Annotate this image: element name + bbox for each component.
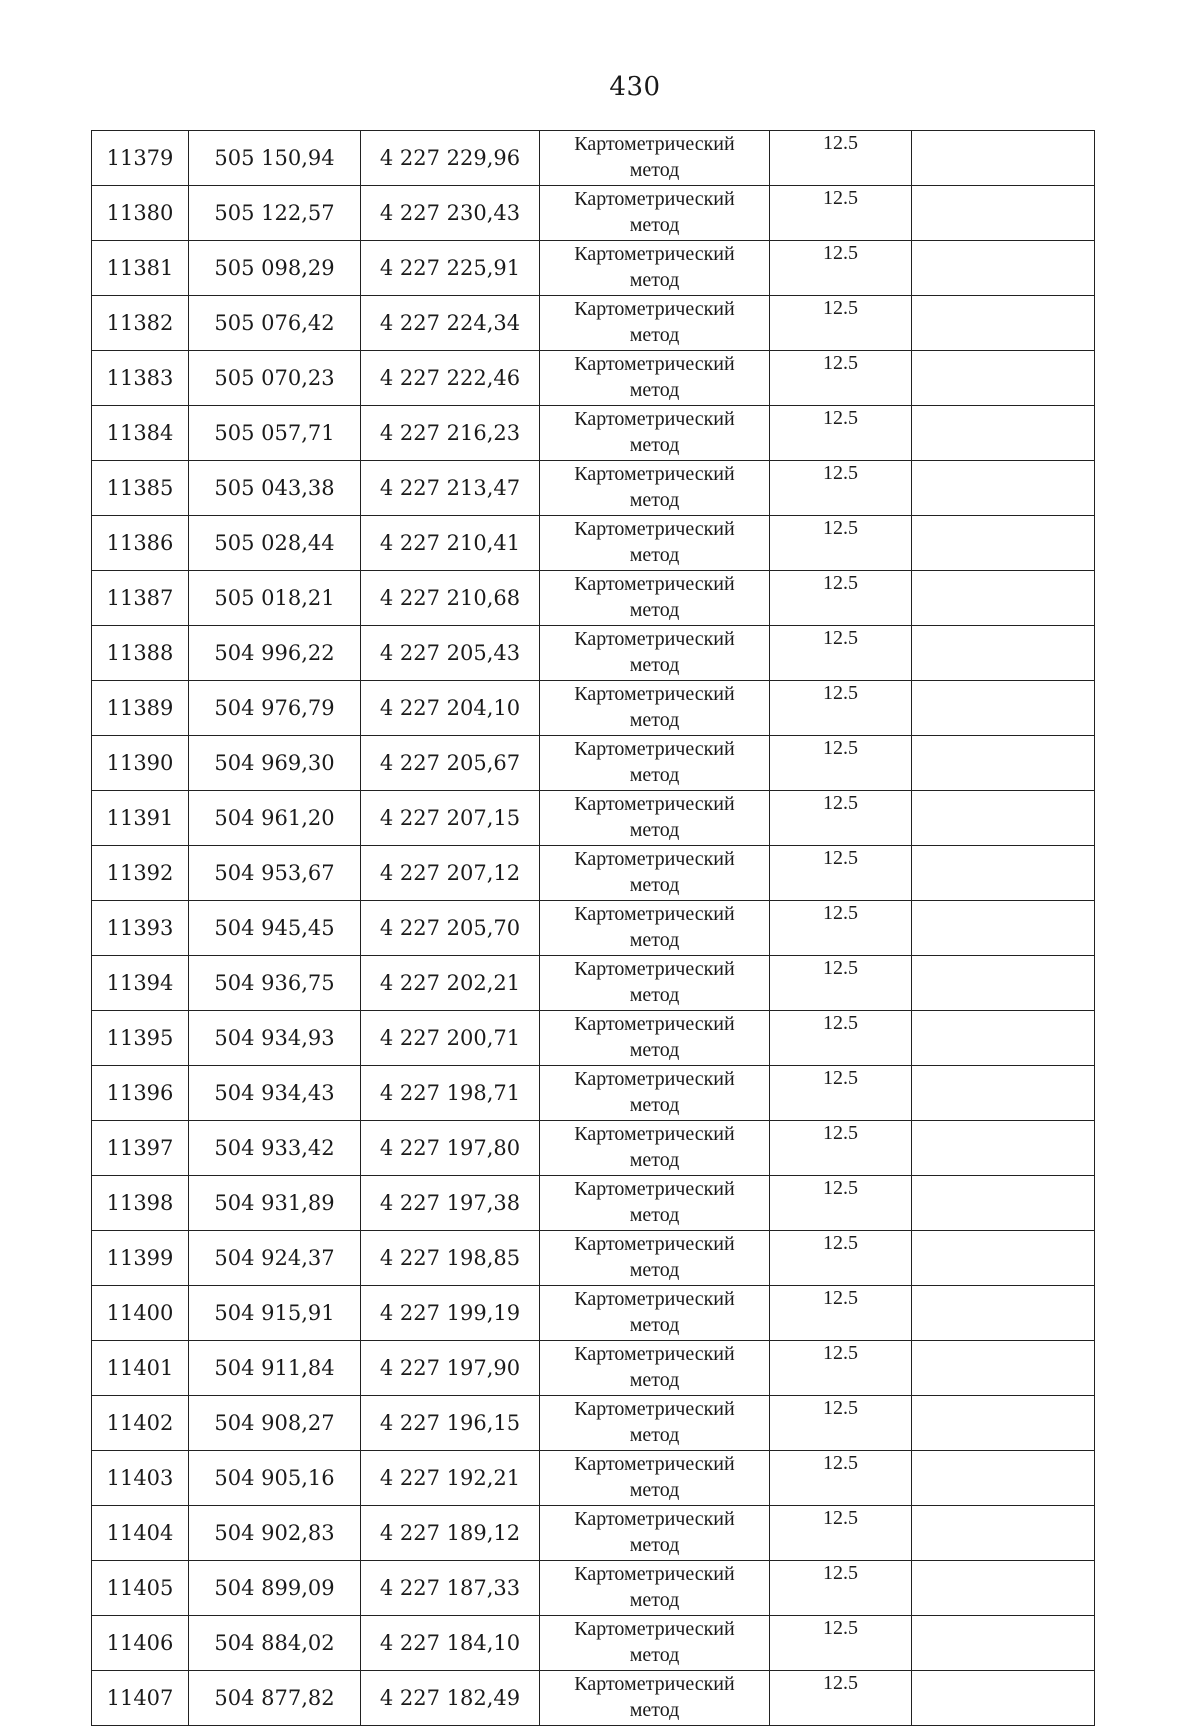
method-label-line1: Картометрический [574, 738, 735, 760]
accuracy-cell: 12.5 [770, 736, 912, 791]
y-coordinate-cell: 4 227 198,71 [361, 1066, 540, 1121]
method-label-line1: Картометрический [574, 408, 735, 430]
point-number-cell: 11385 [92, 461, 189, 516]
method-cell [540, 1451, 770, 1506]
x-coordinate-cell: 504 884,02 [189, 1616, 361, 1671]
method-label-line2: метод [629, 159, 680, 181]
x-coordinate-cell: 504 931,89 [189, 1176, 361, 1231]
method-label-line2: метод [629, 1039, 680, 1061]
note-cell [912, 296, 1095, 351]
method-label-line1: Картометрический [574, 188, 735, 210]
table-row [92, 956, 1095, 1011]
method-label-line1: Картометрический [574, 958, 735, 980]
coordinates-table-body [92, 131, 1095, 1726]
point-number-cell: 11387 [92, 571, 189, 626]
method-cell [540, 241, 770, 296]
point-number-cell: 11397 [92, 1121, 189, 1176]
y-coordinate-cell: 4 227 207,15 [361, 791, 540, 846]
point-number-cell: 11383 [92, 351, 189, 406]
method-label-line2: метод [629, 819, 680, 841]
accuracy-cell: 12.5 [770, 1231, 912, 1286]
table-row [92, 1286, 1095, 1341]
method-cell [540, 956, 770, 1011]
y-coordinate-cell: 4 227 199,19 [361, 1286, 540, 1341]
method-label-line2: метод [629, 1479, 680, 1501]
method-label-line2: метод [629, 434, 680, 456]
method-cell [540, 1176, 770, 1231]
table-row [92, 461, 1095, 516]
method-label-line1: Картометрический [574, 573, 735, 595]
method-label-line2: метод [629, 874, 680, 896]
note-cell [912, 1066, 1095, 1121]
method-label-line2: метод [629, 1534, 680, 1556]
method-cell [540, 1011, 770, 1066]
method-cell [540, 1341, 770, 1396]
point-number-cell: 11396 [92, 1066, 189, 1121]
method-cell [540, 1506, 770, 1561]
method-cell [540, 1286, 770, 1341]
point-number-cell: 11405 [92, 1561, 189, 1616]
y-coordinate-cell: 4 227 184,10 [361, 1616, 540, 1671]
method-label-line1: Картометрический [574, 1233, 735, 1255]
x-coordinate-cell: 504 969,30 [189, 736, 361, 791]
method-label-line2: метод [629, 1699, 680, 1721]
x-coordinate-cell: 504 936,75 [189, 956, 361, 1011]
method-cell [540, 1671, 770, 1726]
accuracy-cell: 12.5 [770, 626, 912, 681]
y-coordinate-cell: 4 227 230,43 [361, 186, 540, 241]
accuracy-cell: 12.5 [770, 1396, 912, 1451]
table-row [92, 186, 1095, 241]
point-number-cell: 11393 [92, 901, 189, 956]
point-number-cell: 11391 [92, 791, 189, 846]
x-coordinate-cell: 505 043,38 [189, 461, 361, 516]
method-label-line2: метод [629, 654, 680, 676]
point-number-cell: 11404 [92, 1506, 189, 1561]
accuracy-cell: 12.5 [770, 956, 912, 1011]
table-row [92, 1341, 1095, 1396]
method-label-line1: Картометрический [574, 1178, 735, 1200]
table-row [92, 1616, 1095, 1671]
note-cell [912, 901, 1095, 956]
point-number-cell: 11394 [92, 956, 189, 1011]
point-number-cell: 11399 [92, 1231, 189, 1286]
x-coordinate-cell: 504 877,82 [189, 1671, 361, 1726]
method-label-line1: Картометрический [574, 1398, 735, 1420]
method-label-line1: Картометрический [574, 1343, 735, 1365]
point-number-cell: 11388 [92, 626, 189, 681]
table-row [92, 1396, 1095, 1451]
method-label-line2: метод [629, 1644, 680, 1666]
accuracy-cell: 12.5 [770, 131, 912, 186]
note-cell [912, 791, 1095, 846]
accuracy-cell: 12.5 [770, 1561, 912, 1616]
method-label-line1: Картометрический [574, 1618, 735, 1640]
point-number-cell: 11390 [92, 736, 189, 791]
method-label-line2: метод [629, 1314, 680, 1336]
point-number-cell: 11392 [92, 846, 189, 901]
coordinates-table [91, 130, 1095, 1726]
x-coordinate-cell: 505 122,57 [189, 186, 361, 241]
y-coordinate-cell: 4 227 225,91 [361, 241, 540, 296]
point-number-cell: 11380 [92, 186, 189, 241]
method-label-line2: метод [629, 1094, 680, 1116]
method-label-line2: метод [629, 1369, 680, 1391]
note-cell [912, 1396, 1095, 1451]
y-coordinate-cell: 4 227 198,85 [361, 1231, 540, 1286]
point-number-cell: 11381 [92, 241, 189, 296]
accuracy-cell: 12.5 [770, 1066, 912, 1121]
method-label-line2: метод [629, 1259, 680, 1281]
y-coordinate-cell: 4 227 222,46 [361, 351, 540, 406]
table-row [92, 626, 1095, 681]
method-label-line2: метод [629, 214, 680, 236]
method-label-line1: Картометрический [574, 298, 735, 320]
method-cell [540, 1066, 770, 1121]
table-row [92, 1011, 1095, 1066]
method-label-line1: Картометрический [574, 518, 735, 540]
table-row [92, 131, 1095, 186]
method-label-line2: метод [629, 489, 680, 511]
method-cell [540, 131, 770, 186]
point-number-cell: 11379 [92, 131, 189, 186]
method-label-line1: Картометрический [574, 133, 735, 155]
note-cell [912, 1671, 1095, 1726]
x-coordinate-cell: 504 934,43 [189, 1066, 361, 1121]
y-coordinate-cell: 4 227 210,68 [361, 571, 540, 626]
accuracy-cell: 12.5 [770, 1506, 912, 1561]
method-label-line1: Картометрический [574, 243, 735, 265]
point-number-cell: 11386 [92, 516, 189, 571]
method-label-line1: Картометрический [574, 1123, 735, 1145]
accuracy-cell: 12.5 [770, 296, 912, 351]
point-number-cell: 11407 [92, 1671, 189, 1726]
table-row [92, 1451, 1095, 1506]
table-row [92, 1121, 1095, 1176]
accuracy-cell: 12.5 [770, 1176, 912, 1231]
method-label-line1: Картометрический [574, 1508, 735, 1530]
table-row [92, 1066, 1095, 1121]
x-coordinate-cell: 505 070,23 [189, 351, 361, 406]
y-coordinate-cell: 4 227 197,38 [361, 1176, 540, 1231]
accuracy-cell: 12.5 [770, 1286, 912, 1341]
x-coordinate-cell: 504 953,67 [189, 846, 361, 901]
method-label-line2: метод [629, 1204, 680, 1226]
table-row [92, 296, 1095, 351]
note-cell [912, 1231, 1095, 1286]
table-row [92, 736, 1095, 791]
method-label-line2: метод [629, 544, 680, 566]
y-coordinate-cell: 4 227 197,80 [361, 1121, 540, 1176]
y-coordinate-cell: 4 227 192,21 [361, 1451, 540, 1506]
note-cell [912, 626, 1095, 681]
method-label-line1: Картометрический [574, 628, 735, 650]
note-cell [912, 1176, 1095, 1231]
x-coordinate-cell: 504 899,09 [189, 1561, 361, 1616]
x-coordinate-cell: 505 150,94 [189, 131, 361, 186]
method-label-line1: Картометрический [574, 683, 735, 705]
table-row [92, 901, 1095, 956]
note-cell [912, 1506, 1095, 1561]
table-row [92, 791, 1095, 846]
accuracy-cell: 12.5 [770, 241, 912, 296]
note-cell [912, 571, 1095, 626]
y-coordinate-cell: 4 227 205,43 [361, 626, 540, 681]
accuracy-cell: 12.5 [770, 406, 912, 461]
note-cell [912, 516, 1095, 571]
method-label-line2: метод [629, 269, 680, 291]
x-coordinate-cell: 505 028,44 [189, 516, 361, 571]
x-coordinate-cell: 504 945,45 [189, 901, 361, 956]
method-label-line2: метод [629, 1424, 680, 1446]
y-coordinate-cell: 4 227 197,90 [361, 1341, 540, 1396]
accuracy-cell: 12.5 [770, 1671, 912, 1726]
method-cell [540, 846, 770, 901]
x-coordinate-cell: 504 911,84 [189, 1341, 361, 1396]
note-cell [912, 1121, 1095, 1176]
method-label-line1: Картометрический [574, 353, 735, 375]
method-cell [540, 516, 770, 571]
y-coordinate-cell: 4 227 210,41 [361, 516, 540, 571]
accuracy-cell: 12.5 [770, 1341, 912, 1396]
point-number-cell: 11389 [92, 681, 189, 736]
note-cell [912, 461, 1095, 516]
method-label-line2: метод [629, 324, 680, 346]
method-label-line1: Картометрический [574, 1288, 735, 1310]
note-cell [912, 1616, 1095, 1671]
x-coordinate-cell: 504 933,42 [189, 1121, 361, 1176]
method-label-line2: метод [629, 599, 680, 621]
method-cell [540, 406, 770, 461]
x-coordinate-cell: 504 902,83 [189, 1506, 361, 1561]
method-cell [540, 901, 770, 956]
method-cell [540, 1231, 770, 1286]
method-cell [540, 626, 770, 681]
point-number-cell: 11398 [92, 1176, 189, 1231]
point-number-cell: 11406 [92, 1616, 189, 1671]
accuracy-cell: 12.5 [770, 681, 912, 736]
method-cell [540, 571, 770, 626]
y-coordinate-cell: 4 227 200,71 [361, 1011, 540, 1066]
note-cell [912, 186, 1095, 241]
method-label-line2: метод [629, 929, 680, 951]
method-label-line2: метод [629, 984, 680, 1006]
method-label-line1: Картометрический [574, 1013, 735, 1035]
table-row [92, 1176, 1095, 1231]
method-label-line1: Картометрический [574, 463, 735, 485]
method-label-line1: Картометрический [574, 1563, 735, 1585]
table-row [92, 241, 1095, 296]
accuracy-cell: 12.5 [770, 1451, 912, 1506]
method-cell [540, 296, 770, 351]
note-cell [912, 1451, 1095, 1506]
y-coordinate-cell: 4 227 182,49 [361, 1671, 540, 1726]
y-coordinate-cell: 4 227 229,96 [361, 131, 540, 186]
y-coordinate-cell: 4 227 224,34 [361, 296, 540, 351]
note-cell [912, 846, 1095, 901]
note-cell [912, 956, 1095, 1011]
x-coordinate-cell: 505 018,21 [189, 571, 361, 626]
note-cell [912, 1286, 1095, 1341]
page-number: 430 [609, 72, 661, 102]
method-cell [540, 351, 770, 406]
point-number-cell: 11403 [92, 1451, 189, 1506]
y-coordinate-cell: 4 227 187,33 [361, 1561, 540, 1616]
accuracy-cell: 12.5 [770, 516, 912, 571]
x-coordinate-cell: 504 915,91 [189, 1286, 361, 1341]
accuracy-cell: 12.5 [770, 351, 912, 406]
x-coordinate-cell: 504 905,16 [189, 1451, 361, 1506]
table-row [92, 1231, 1095, 1286]
method-label-line1: Картометрический [574, 1453, 735, 1475]
table-row [92, 351, 1095, 406]
x-coordinate-cell: 504 924,37 [189, 1231, 361, 1286]
method-cell [540, 1561, 770, 1616]
method-label-line1: Картометрический [574, 1068, 735, 1090]
y-coordinate-cell: 4 227 205,70 [361, 901, 540, 956]
accuracy-cell: 12.5 [770, 846, 912, 901]
point-number-cell: 11382 [92, 296, 189, 351]
y-coordinate-cell: 4 227 189,12 [361, 1506, 540, 1561]
method-label-line1: Картометрический [574, 848, 735, 870]
point-number-cell: 11400 [92, 1286, 189, 1341]
method-label-line2: метод [629, 709, 680, 731]
note-cell [912, 1011, 1095, 1066]
accuracy-cell: 12.5 [770, 1011, 912, 1066]
note-cell [912, 406, 1095, 461]
method-label-line2: метод [629, 379, 680, 401]
y-coordinate-cell: 4 227 205,67 [361, 736, 540, 791]
x-coordinate-cell: 504 976,79 [189, 681, 361, 736]
y-coordinate-cell: 4 227 213,47 [361, 461, 540, 516]
note-cell [912, 351, 1095, 406]
method-label-line1: Картометрический [574, 793, 735, 815]
point-number-cell: 11384 [92, 406, 189, 461]
method-label-line2: метод [629, 764, 680, 786]
x-coordinate-cell: 505 057,71 [189, 406, 361, 461]
note-cell [912, 131, 1095, 186]
x-coordinate-cell: 505 076,42 [189, 296, 361, 351]
y-coordinate-cell: 4 227 196,15 [361, 1396, 540, 1451]
table-row [92, 681, 1095, 736]
method-label-line2: метод [629, 1589, 680, 1611]
y-coordinate-cell: 4 227 202,21 [361, 956, 540, 1011]
x-coordinate-cell: 504 996,22 [189, 626, 361, 681]
table-row [92, 1671, 1095, 1726]
table-row [92, 846, 1095, 901]
table-row [92, 1506, 1095, 1561]
accuracy-cell: 12.5 [770, 901, 912, 956]
x-coordinate-cell: 505 098,29 [189, 241, 361, 296]
accuracy-cell: 12.5 [770, 1616, 912, 1671]
method-label-line1: Картометрический [574, 1673, 735, 1695]
method-cell [540, 461, 770, 516]
method-cell [540, 736, 770, 791]
y-coordinate-cell: 4 227 216,23 [361, 406, 540, 461]
accuracy-cell: 12.5 [770, 571, 912, 626]
table-row [92, 406, 1095, 461]
note-cell [912, 1561, 1095, 1616]
x-coordinate-cell: 504 961,20 [189, 791, 361, 846]
table-row [92, 571, 1095, 626]
method-cell [540, 186, 770, 241]
method-label-line2: метод [629, 1149, 680, 1171]
point-number-cell: 11402 [92, 1396, 189, 1451]
table-row [92, 1561, 1095, 1616]
note-cell [912, 1341, 1095, 1396]
point-number-cell: 11395 [92, 1011, 189, 1066]
point-number-cell: 11401 [92, 1341, 189, 1396]
y-coordinate-cell: 4 227 207,12 [361, 846, 540, 901]
note-cell [912, 681, 1095, 736]
method-cell [540, 681, 770, 736]
table-row [92, 516, 1095, 571]
accuracy-cell: 12.5 [770, 186, 912, 241]
accuracy-cell: 12.5 [770, 461, 912, 516]
method-label-line1: Картометрический [574, 903, 735, 925]
note-cell [912, 736, 1095, 791]
method-cell [540, 1121, 770, 1176]
method-cell [540, 1616, 770, 1671]
note-cell [912, 241, 1095, 296]
accuracy-cell: 12.5 [770, 791, 912, 846]
y-coordinate-cell: 4 227 204,10 [361, 681, 540, 736]
x-coordinate-cell: 504 934,93 [189, 1011, 361, 1066]
x-coordinate-cell: 504 908,27 [189, 1396, 361, 1451]
accuracy-cell: 12.5 [770, 1121, 912, 1176]
method-cell [540, 1396, 770, 1451]
method-cell [540, 791, 770, 846]
